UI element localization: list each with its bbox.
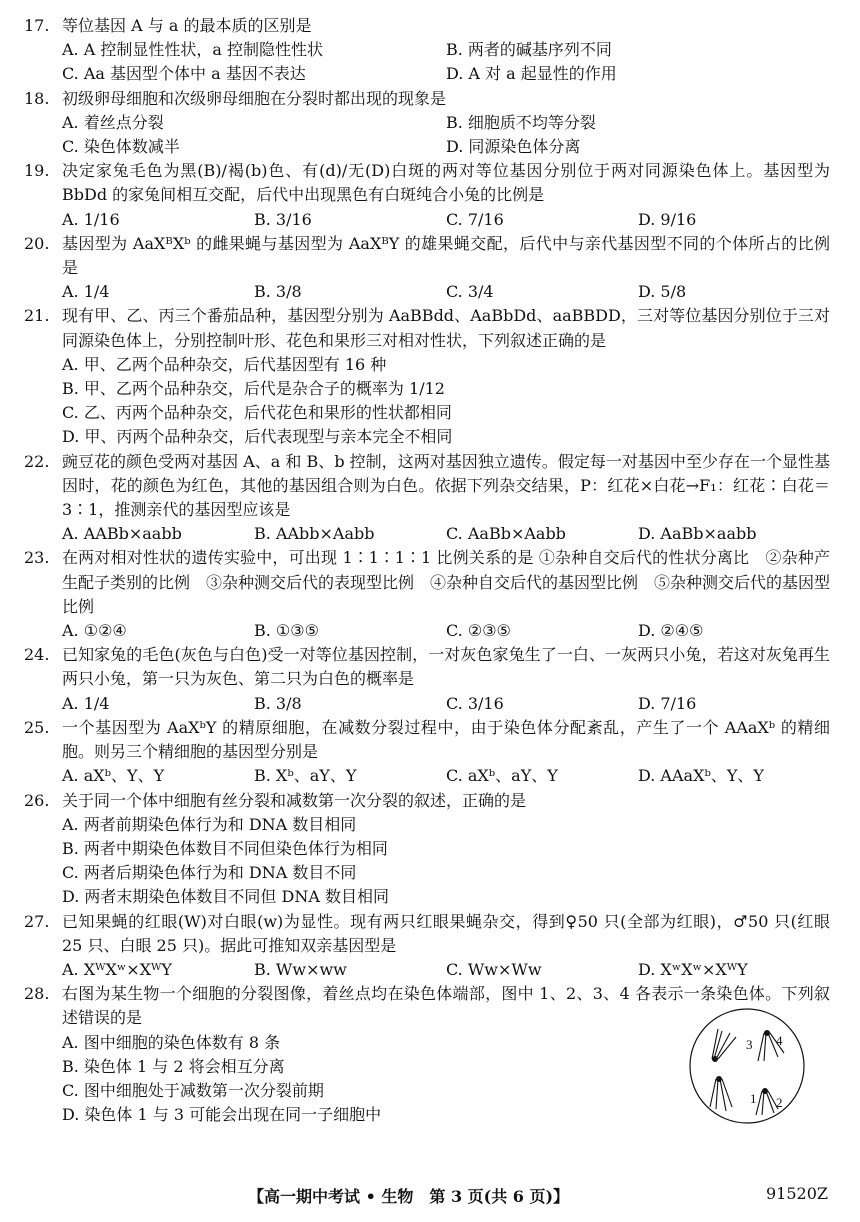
option-D: D. A 对 a 起显性的作用 bbox=[446, 64, 617, 84]
question-stem: 已知家兔的毛色(灰色与白色)受一对等位基因控制，一对灰色家兔生了一白、一灰两只小兔，若这对灰兔再生两只小兔，第一只为灰色、第二只为白色的概率是 bbox=[62, 645, 830, 689]
option-A: A. A 控制显性性状，a 控制隐性性状 bbox=[62, 40, 323, 60]
question-26 bbox=[24, 789, 830, 910]
question-number: 27. bbox=[24, 911, 50, 931]
option-A: A. 1/4 bbox=[62, 282, 110, 302]
question-22 bbox=[24, 450, 830, 547]
option-A: A. 1/4 bbox=[62, 693, 110, 713]
option-D: D. 5/8 bbox=[638, 282, 687, 302]
question-stem: 现有甲、乙、丙三个番茄品种，基因型分别为 AaBBdd、AaBbDd、aaBBDD，三对等位基因分别位于三对同源染色体上，分别控制叶形、花色和果形三对相对性状，下列叙述正确的是 bbox=[62, 306, 830, 350]
option-B: B. 甲、乙两个品种杂交，后代是杂合子的概率为 1/12 bbox=[62, 379, 445, 399]
option-B: B. 3/16 bbox=[254, 209, 312, 229]
option-A: A. aXᵇ、Y、Y bbox=[62, 766, 165, 786]
option-B: B. Xᵇ、aY、Y bbox=[254, 766, 357, 786]
option-B: B. AAbb×Aabb bbox=[254, 524, 375, 544]
question-19 bbox=[24, 159, 830, 232]
option-A: A. 1/16 bbox=[62, 209, 120, 229]
figure-label-4: 4 bbox=[776, 1033, 783, 1048]
option-C: C. 3/4 bbox=[446, 282, 494, 302]
question-stem: 决定家兔毛色为黑(B)/褐(b)色、有(d)/无(D)白斑的两对等位基因分别位于两对同源染色体上。基因型为 BbDd 的家兔间相互交配，后代中出现黑色有白斑纯合小兔的比例是 bbox=[62, 161, 830, 205]
question-number: 23. bbox=[24, 548, 50, 568]
option-B: B. 3/8 bbox=[254, 693, 302, 713]
question-23 bbox=[24, 546, 830, 643]
footer-title: 【高一期中考试 • 生物 第 3 页(共 6 页)】 bbox=[248, 1187, 570, 1206]
question-18 bbox=[24, 87, 830, 160]
option-A: A. ①②④ bbox=[62, 621, 127, 641]
option-A: A. AABb×aabb bbox=[62, 524, 182, 544]
option-B: B. Ww×ww bbox=[254, 959, 347, 979]
question-number: 28. bbox=[24, 984, 50, 1004]
question-stem: 关于同一个体中细胞有丝分裂和减数第一次分裂的叙述，正确的是 bbox=[62, 790, 527, 810]
question-number: 26. bbox=[24, 790, 50, 810]
question-stem: 已知果蝇的红眼(W)对白眼(w)为显性。现有两只红眼果蝇杂交，得到♀50 只(全部为红眼)，♂50 只(红眼 25 只、白眼 25 只)。据此可推知双亲基因型是 bbox=[62, 911, 830, 955]
question-stem: 在两对相对性状的遗传实验中，可出现 1∶1∶1∶1 比例关系的是 ①杂种自交后代的性状分离比 ②杂种产生配子类别的比例 ③杂种测交后代的表现型比例 ④杂种自交后代的基因型比例 ⑤杂种测交后代的基因型比例 bbox=[62, 548, 831, 616]
option-C: C. 3/16 bbox=[446, 693, 504, 713]
question-number: 24. bbox=[24, 645, 50, 665]
option-C: C. aXᵇ、aY、Y bbox=[446, 766, 558, 786]
option-C: C. 7/16 bbox=[446, 209, 504, 229]
figure-label-1: 1 bbox=[750, 1091, 757, 1106]
option-C: C. AaBb×Aabb bbox=[446, 524, 566, 544]
option-D: D. 9/16 bbox=[638, 209, 697, 229]
figure-label-3: 3 bbox=[746, 1037, 753, 1052]
option-B: B. 染色体 1 与 2 将会相互分离 bbox=[62, 1056, 285, 1076]
question-stem: 豌豆花的颜色受两对基因 A、a 和 B、b 控制，这两对基因独立遗传。假定每一对基因中至少存在一个显性基因时，花的颜色为红色，其他的基因组合则为白色。依据下列杂交结果，P：红花×白花→F₁：红花∶白花＝3∶1，推测亲代的基因型应该是 bbox=[62, 451, 830, 520]
option-A: A. 图中细胞的染色体数有 8 条 bbox=[62, 1032, 281, 1052]
question-stem: 等位基因 A 与 a 的最本质的区别是 bbox=[62, 16, 312, 35]
question-list bbox=[24, 14, 830, 1127]
option-D: D. ②④⑤ bbox=[638, 621, 704, 641]
option-D: D. 7/16 bbox=[638, 693, 697, 713]
question-number: 17. bbox=[24, 16, 50, 35]
question-number: 20. bbox=[24, 233, 50, 253]
option-C: C. 染色体数减半 bbox=[62, 137, 180, 157]
question-number: 25. bbox=[24, 717, 50, 737]
question-number: 22. bbox=[24, 451, 50, 471]
option-A: A. 着丝点分裂 bbox=[62, 112, 164, 132]
option-C: C. Aa 基因型个体中 a 基因不表达 bbox=[62, 64, 306, 84]
option-A: A. 两者前期染色体行为和 DNA 数目相同 bbox=[62, 814, 357, 834]
question-number: 18. bbox=[24, 88, 50, 108]
question-21 bbox=[24, 304, 830, 449]
option-B: B. 两者的碱基序列不同 bbox=[446, 40, 612, 60]
question-27 bbox=[24, 910, 830, 983]
cell-division-figure bbox=[688, 1007, 806, 1125]
option-D: D. AAaXᵇ、Y、Y bbox=[638, 766, 764, 786]
option-B: B. 两者中期染色体数目不同但染色体行为相同 bbox=[62, 838, 388, 858]
question-stem: 右图为某生物一个细胞的分裂图像，着丝点均在染色体端部，图中 1、2、3、4 各表示一条染色体。下列叙述错误的是 bbox=[62, 984, 830, 1028]
question-stem: 初级卵母细胞和次级卵母细胞在分裂时都出现的现象是 bbox=[62, 88, 447, 108]
figure-label-2: 2 bbox=[776, 1095, 783, 1110]
option-D: D. 染色体 1 与 3 可能会出现在同一子细胞中 bbox=[62, 1105, 382, 1125]
question-24 bbox=[24, 643, 830, 716]
option-C: C. ②③⑤ bbox=[446, 621, 511, 641]
option-D: D. 两者末期染色体数目不同但 DNA 数目相同 bbox=[62, 887, 389, 907]
question-stem: 基因型为 AaXᴮXᵇ 的雌果蝇与基因型为 AaXᴮY 的雄果蝇交配，后代中与亲代基因型不同的个体所占的比例是 bbox=[62, 233, 830, 278]
question-25 bbox=[24, 716, 830, 789]
question-number: 19. bbox=[24, 161, 50, 181]
option-C: C. Ww×Ww bbox=[446, 959, 542, 979]
question-stem: 一个基因型为 AaXᵇY 的精原细胞，在减数分裂过程中，由于染色体分配紊乱，产生了一个 AAaXᵇ 的精细胞。则另三个精细胞的基因型分别是 bbox=[62, 717, 830, 762]
option-D: D. 甲、丙两个品种杂交，后代表现型与亲本完全不相同 bbox=[62, 427, 453, 447]
option-D: D. AaBb×aabb bbox=[638, 524, 757, 544]
question-20 bbox=[24, 232, 830, 305]
option-C: C. 图中细胞处于减数第一次分裂前期 bbox=[62, 1080, 324, 1100]
option-D: D. 同源染色体分离 bbox=[446, 137, 581, 157]
question-17 bbox=[24, 14, 830, 87]
question-number: 21. bbox=[24, 306, 50, 326]
option-B: B. 3/8 bbox=[254, 282, 302, 302]
option-A: A. 甲、乙两个品种杂交，后代基因型有 16 种 bbox=[62, 354, 387, 374]
footer-code: 91520Z bbox=[766, 1184, 829, 1203]
option-D: D. XʷXʷ×XᵂY bbox=[638, 959, 748, 979]
option-A: A. XᵂXʷ×XᵂY bbox=[62, 959, 172, 979]
option-C: C. 两者后期染色体行为和 DNA 数目不同 bbox=[62, 863, 357, 883]
option-B: B. 细胞质不均等分裂 bbox=[446, 112, 596, 132]
option-B: B. ①③⑤ bbox=[254, 621, 319, 641]
option-C: C. 乙、丙两个品种杂交，后代花色和果形的性状都相同 bbox=[62, 403, 452, 423]
